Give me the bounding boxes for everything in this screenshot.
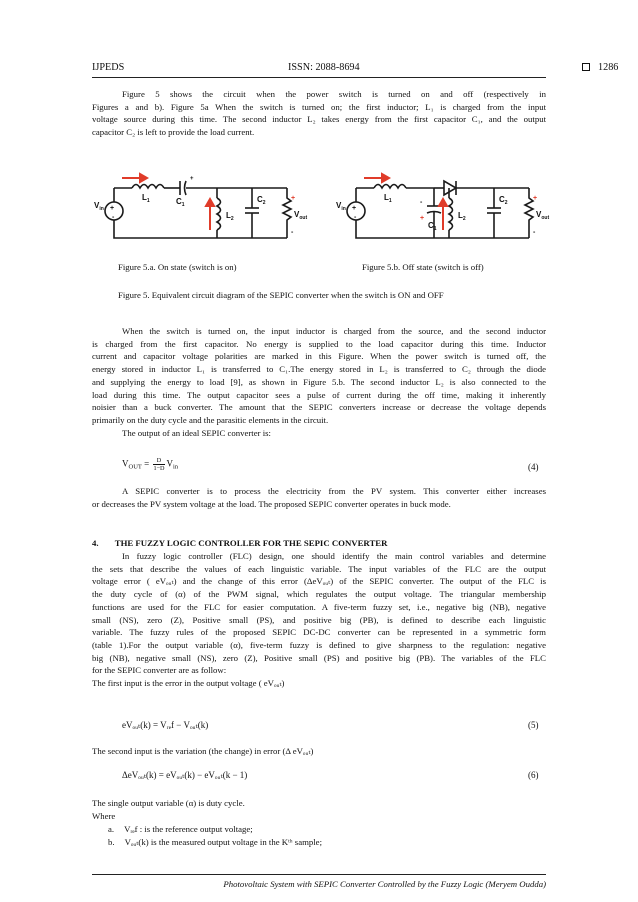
- list-marker: b.: [108, 836, 115, 847]
- checkbox-glyph-icon: [582, 63, 590, 71]
- paragraph-intro: [92, 88, 546, 139]
- text-line: primarily on the duty cycle and the parasitic elements in the circuit.: [92, 414, 329, 425]
- list-item: [108, 823, 538, 836]
- text-line: variable. The fuzzy rules of the proposed SEPIC DC-DC converter can be represented in a symmetric form: [92, 627, 546, 638]
- equation-number: (5): [528, 720, 539, 730]
- text-line: load during this time. The output capacitor sees a pulse of current during the off time, making it inherently: [92, 389, 546, 400]
- fraction-denominator: 1−D: [153, 465, 165, 472]
- resistor-load: [283, 188, 291, 238]
- equation-5: eVₒᵤₜ(k) = Vᵣₑf − Vₒᵤₜ(k): [122, 720, 209, 730]
- paragraph-second-input: [92, 745, 546, 758]
- eq-symbol: V: [122, 458, 129, 469]
- text-line: and supplying the energy to load [9], as shown in Figure 5.b. The second inductor L₂ is also connected to the: [92, 376, 546, 387]
- text-line: or decreases the PV system voltage at the load. The proposed SEPIC converter operates in buck mode.: [92, 498, 451, 509]
- text-line: voltage error ( eVₒᵤₜ) and the change of this error (ΔeVₒᵤₜ) of the SEPIC converter. The output of the FLC is: [92, 576, 546, 587]
- arrow-head: [140, 174, 147, 182]
- polarity-plus: +: [420, 215, 425, 222]
- paragraph-sepic-purpose: [92, 485, 546, 510]
- caption-figure-5: Figure 5. Equivalent circuit diagram of the SEPIC converter when the switch is ON and OFF: [118, 290, 444, 300]
- journal-name: IJPEDS: [92, 62, 125, 73]
- polarity-plus: +: [110, 205, 115, 212]
- label-c1: $C_1$: [176, 197, 185, 208]
- circuit-figure-on-state: [92, 168, 308, 252]
- label-c1: $C_1$: [428, 221, 437, 232]
- definition-list: [108, 823, 538, 848]
- section-heading: [92, 538, 387, 548]
- text-line: In fuzzy logic controller (FLC) design, one should identify the main control variables and determine: [122, 551, 546, 561]
- text-line: The single output variable (α) is duty cycle.: [92, 798, 245, 808]
- text-line: is charged from the first capacitor. No energy is supplied to the load capacitor during this time. Inductor: [92, 338, 546, 349]
- polarity-plus: +: [352, 205, 357, 212]
- capacitor-c1-plate: [185, 181, 187, 195]
- text-line: voltage source during this time. The second inductor L₂ takes energy from the first capacitor C₁, and the output: [92, 114, 546, 125]
- label-l2: $L_2$: [226, 211, 234, 222]
- eq-subscript: OUT: [128, 463, 142, 471]
- label-l1: $L_1$: [384, 193, 392, 204]
- label-c2: $C_2$: [499, 195, 508, 206]
- section-title: THE FUZZY LOGIC CONTROLLER FOR THE SEPIC CONVERTER: [114, 538, 388, 548]
- label-vout: $V_{out}$: [536, 210, 550, 221]
- text-line: small (NS), zero (Z), Positive small (PS), and positive big (PB), is defined to describe each linguistic: [92, 614, 546, 625]
- label-l1: $L_1$: [142, 193, 150, 204]
- text-line: The first input is the error in the output voltage ( eVₒᵤₜ): [92, 678, 285, 689]
- polarity-minus: -: [354, 214, 357, 221]
- polarity-plus: +: [190, 176, 194, 182]
- text-line: the duty cycle of (α) of the PWM signal, which regulates the output voltage. The triangular membership: [92, 589, 546, 600]
- list-text: Vₒᵤₜ(k) is the measured output voltage in the Kᵗʰ sample;: [124, 836, 323, 847]
- arrow-head: [382, 174, 389, 182]
- text-line: noisier than a buck converter. The amount that the SEPIC converters increase or decrease the voltage depends: [92, 402, 546, 413]
- circuit-figure-off-state: [334, 168, 550, 252]
- list-item: [108, 836, 538, 849]
- text-line: When the switch is turned on, the input inductor is charged from the source, and the second inductor: [122, 326, 546, 336]
- label-vin: $V_{in}$: [336, 201, 346, 212]
- polarity-plus: +: [533, 195, 538, 202]
- equation-number: (4): [528, 462, 539, 472]
- text-line: (table 1).For the output variable (α), five-term fuzzy is defined to give sharpness to the regulation: negative: [92, 639, 546, 650]
- text-line: big (NB), negative small (NS), zero (Z), Positive small (PS) and positive big (PB). The variables of the FLC: [92, 652, 546, 663]
- text-line: Figures a and b). Figure 5a When the switch is turned on; the first inductor; L₁ is charged from the input: [92, 101, 546, 112]
- polarity-minus: -: [533, 229, 536, 236]
- equation-6: ΔeVₒᵤₜ(k) = eVₒᵤₜ(k) − eVₒᵤₜ(k − 1): [122, 770, 248, 780]
- eq-subscript: in: [173, 463, 179, 471]
- list-text: Vᵣₑf : is the reference output voltage;: [124, 824, 253, 834]
- paragraph-flc: [92, 550, 546, 690]
- text-line: functions are used for the FLC for easier computation. A five-term fuzzy set, i.e., negative big (NB), negative: [92, 601, 546, 612]
- eq-symbol: V: [166, 458, 173, 469]
- paragraph-output-variable: [92, 797, 546, 822]
- footer-rule: [92, 874, 546, 875]
- resistor-load: [525, 188, 533, 238]
- eq-operator: =: [141, 458, 152, 469]
- wire: [114, 220, 287, 238]
- text-line: energy stored in inductor L₁ is transferred to C₁.The energy stored in L₂ is transferred to C₂ through the diode: [92, 364, 546, 375]
- text-line: The output of an ideal SEPIC converter is:: [122, 427, 271, 438]
- label-vin: $V_{in}$: [94, 201, 104, 212]
- issn: ISSN: 2088-8694: [288, 62, 360, 73]
- text-line: A SEPIC converter is to process the electricity from the PV system. This converter either increases: [122, 486, 546, 496]
- label-vout: $V_{out}$: [294, 210, 308, 221]
- polarity-minus: -: [291, 229, 294, 236]
- section-number: 4.: [92, 538, 99, 548]
- inductor-l1: [374, 185, 406, 189]
- list-marker: a.: [108, 824, 115, 834]
- text-line: for the SEPIC converter are as follow:: [92, 665, 227, 676]
- inductor-l2: [449, 198, 453, 230]
- label-c2: $C_2$: [257, 195, 266, 206]
- page-footer: Photovoltaic System with SEPIC Converter Controlled by the Fuzzy Logic (Meryem Oudda): [223, 879, 546, 889]
- label-l2: $L_2$: [458, 211, 466, 222]
- page-number: 1286: [598, 62, 619, 73]
- polarity-minus: -: [420, 199, 423, 206]
- caption-figure-5b: Figure 5.b. Off state (switch is off): [362, 262, 484, 272]
- text-line: current and capacitor voltage polarities are marked in this Figure. When the power switch is turned off, the: [92, 351, 546, 362]
- text-line: Where: [92, 810, 116, 821]
- caption-figure-5a: Figure 5.a. On state (switch is on): [118, 262, 237, 272]
- polarity-plus: +: [291, 195, 296, 202]
- page-header: [92, 62, 619, 78]
- equation-number: (6): [528, 770, 539, 780]
- arrow-head: [206, 199, 214, 206]
- inductor-l1: [132, 185, 164, 189]
- fraction: [153, 457, 164, 472]
- diode: [444, 181, 456, 195]
- inductor-l2: [217, 198, 221, 230]
- text-line: The second input is the variation (the change) in error (Δ eVₒᵤₜ): [92, 746, 314, 756]
- paragraph-operation: [92, 325, 546, 439]
- header-rule: [92, 77, 546, 78]
- equation-4: [122, 457, 178, 472]
- arrow-head: [439, 199, 447, 206]
- polarity-minus: -: [112, 214, 115, 221]
- text-line: Figure 5 shows the circuit when the power switch is turned on and off (respectively in: [122, 89, 546, 99]
- text-line: capacitor C₂ is left to provide the load current.: [92, 127, 255, 138]
- text-line: the sets that describe the values of each linguistic variable. The input variables of the FLC are the output: [92, 563, 546, 574]
- fraction-numerator: D: [153, 457, 164, 465]
